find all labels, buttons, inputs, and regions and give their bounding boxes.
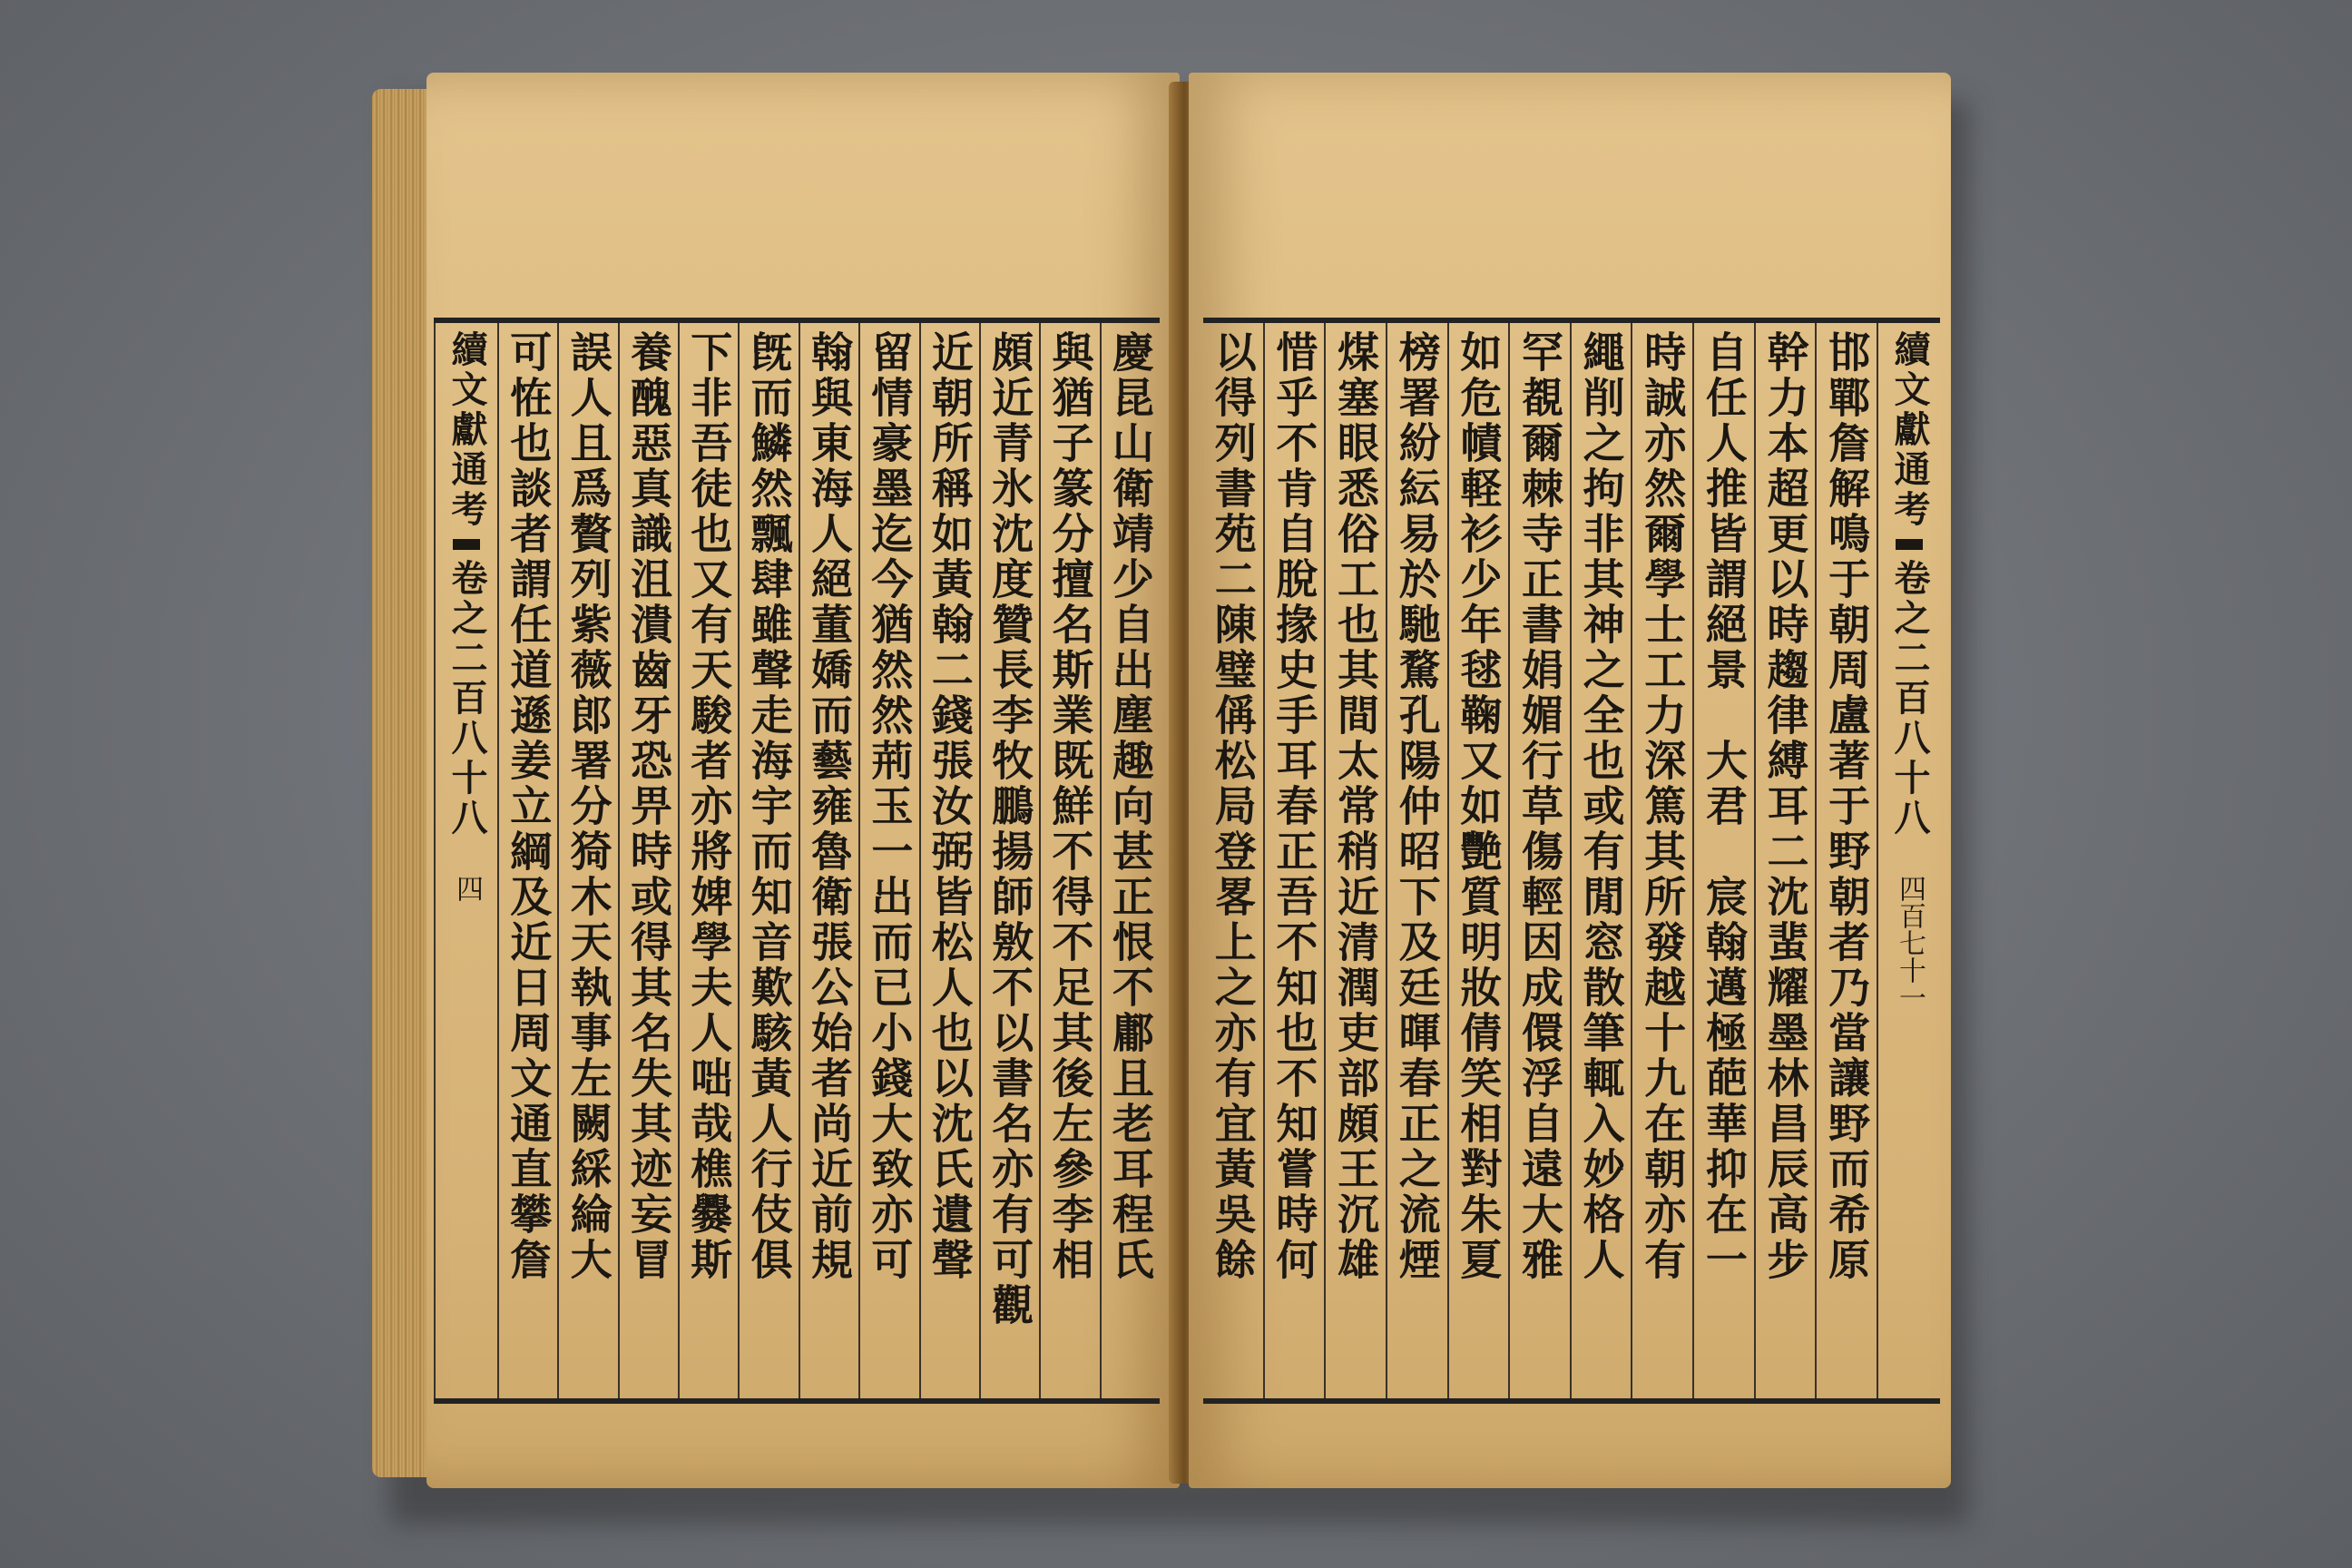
margin-volume-label: 卷之二百八十八	[446, 559, 489, 838]
column-text: 榜署紛紜易於馳騖孔陽仲昭下及廷暉春正之流煙	[1392, 330, 1442, 1283]
column-text: 誤人且爲贅列紫薇郎署分猗木天執事左闕綵綸大	[564, 330, 613, 1283]
column-text: 可恠也談者謂任道遜姜立綱及近日周文通直攀詹	[504, 330, 554, 1283]
text-column	[1754, 323, 1816, 1398]
text-column	[799, 323, 858, 1398]
text-column	[1631, 323, 1692, 1398]
text-column	[858, 323, 918, 1398]
margin-volume-label: 卷之二百八十八	[1888, 559, 1931, 838]
column-text: 煤塞眼悉俗工也其間太常稍近清潤吏部頗王沉雄	[1331, 330, 1381, 1283]
column-text: 時誠亦然爾學士工力深篤其所發越十九在朝亦有	[1638, 330, 1688, 1283]
column-text: 幹力本超更以時趨律縛耳二沈蜚耀墨林昌辰高步	[1760, 330, 1810, 1283]
text-column	[919, 323, 979, 1398]
text-column	[1815, 323, 1877, 1398]
column-text: 自任人推皆謂絕景 大君 宸翰邁極葩華抑在一	[1699, 330, 1749, 1283]
text-column	[1203, 323, 1263, 1398]
column-text: 邯鄲詹解鳴于朝周盧著于野朝者乃當讓野而希原	[1822, 330, 1872, 1283]
column-text: 頗近青氷沈度贊長李牧鵬揚師敫不以書名亦有可觀	[985, 330, 1035, 1328]
right-page-margin-column	[1877, 323, 1940, 1398]
left-page[interactable]	[426, 73, 1180, 1488]
text-column	[678, 323, 738, 1398]
text-column	[618, 323, 678, 1398]
left-text-columns	[434, 323, 1160, 1398]
column-text: 近朝所稱如黃翰二錢張汝弼皆松人也以沈氏遺聲	[925, 330, 975, 1283]
text-column	[1447, 323, 1509, 1398]
left-page-margin-column	[434, 323, 497, 1398]
column-text: 與猶子篆分擅名斯業既鮮不得不足其後左參李相	[1045, 330, 1095, 1283]
right-page[interactable]	[1189, 73, 1951, 1488]
column-text: 養醜惡真識沮潰齒牙恐畀時或得其名失其迹妄冒	[623, 330, 673, 1283]
column-text: 以得列書苑二陳璧偁松局登畧上之亦有宜黃吳餘	[1208, 330, 1258, 1283]
text-column	[1692, 323, 1754, 1398]
text-column	[557, 323, 617, 1398]
column-text: 留情豪墨迄今猶然然荊玉一出而已小錢大致亦可	[865, 330, 915, 1283]
margin-book-title: 續文獻通考	[446, 330, 489, 530]
fishtail-mark	[453, 539, 480, 550]
column-text: 如危幘軽衫少年毬鞠又如艷質明妝倩笑相對朱夏	[1454, 330, 1504, 1283]
column-text: 下非吾徒也又有天駿者亦將婢學夫人咄哉樵爨斯	[684, 330, 734, 1283]
column-text: 翰與東海人絕董嬌而藝雍魯衛張公始者尚近前規	[805, 330, 855, 1283]
text-column	[1386, 323, 1447, 1398]
text-column	[1039, 323, 1099, 1398]
text-column	[738, 323, 798, 1398]
left-text-frame	[434, 318, 1160, 1404]
column-text: 旣而鱗然飄肆雖聲走海宇而知音歎駭黃人行伎俱	[744, 330, 794, 1283]
text-column	[1324, 323, 1386, 1398]
text-column	[1570, 323, 1632, 1398]
open-book	[372, 73, 1951, 1497]
fishtail-mark	[1896, 539, 1923, 550]
text-column	[1508, 323, 1570, 1398]
margin-folio-number: 四	[451, 875, 484, 902]
margin-folio-number: 四百七十一	[1894, 875, 1926, 1011]
column-text: 繩削之拘非其神之全也或有閒窓散筆輒入妙格人	[1576, 330, 1626, 1283]
text-column	[497, 323, 557, 1398]
right-text-columns	[1203, 323, 1940, 1398]
column-text: 罕覩爾棘寺正書娟媚行草傷輕因成儇浮自遠大雅	[1514, 330, 1564, 1283]
right-text-frame	[1203, 318, 1940, 1404]
text-column	[979, 323, 1039, 1398]
column-text: 慶昆山衛靖少自出塵趣向甚正恨不鄘且老耳程氏	[1105, 330, 1155, 1283]
column-text: 惜乎不肯自脫掾史手耳春正吾不知也不知嘗時何	[1269, 330, 1319, 1283]
text-column	[1100, 323, 1160, 1398]
margin-book-title: 續文獻通考	[1888, 330, 1931, 530]
text-column	[1263, 323, 1325, 1398]
